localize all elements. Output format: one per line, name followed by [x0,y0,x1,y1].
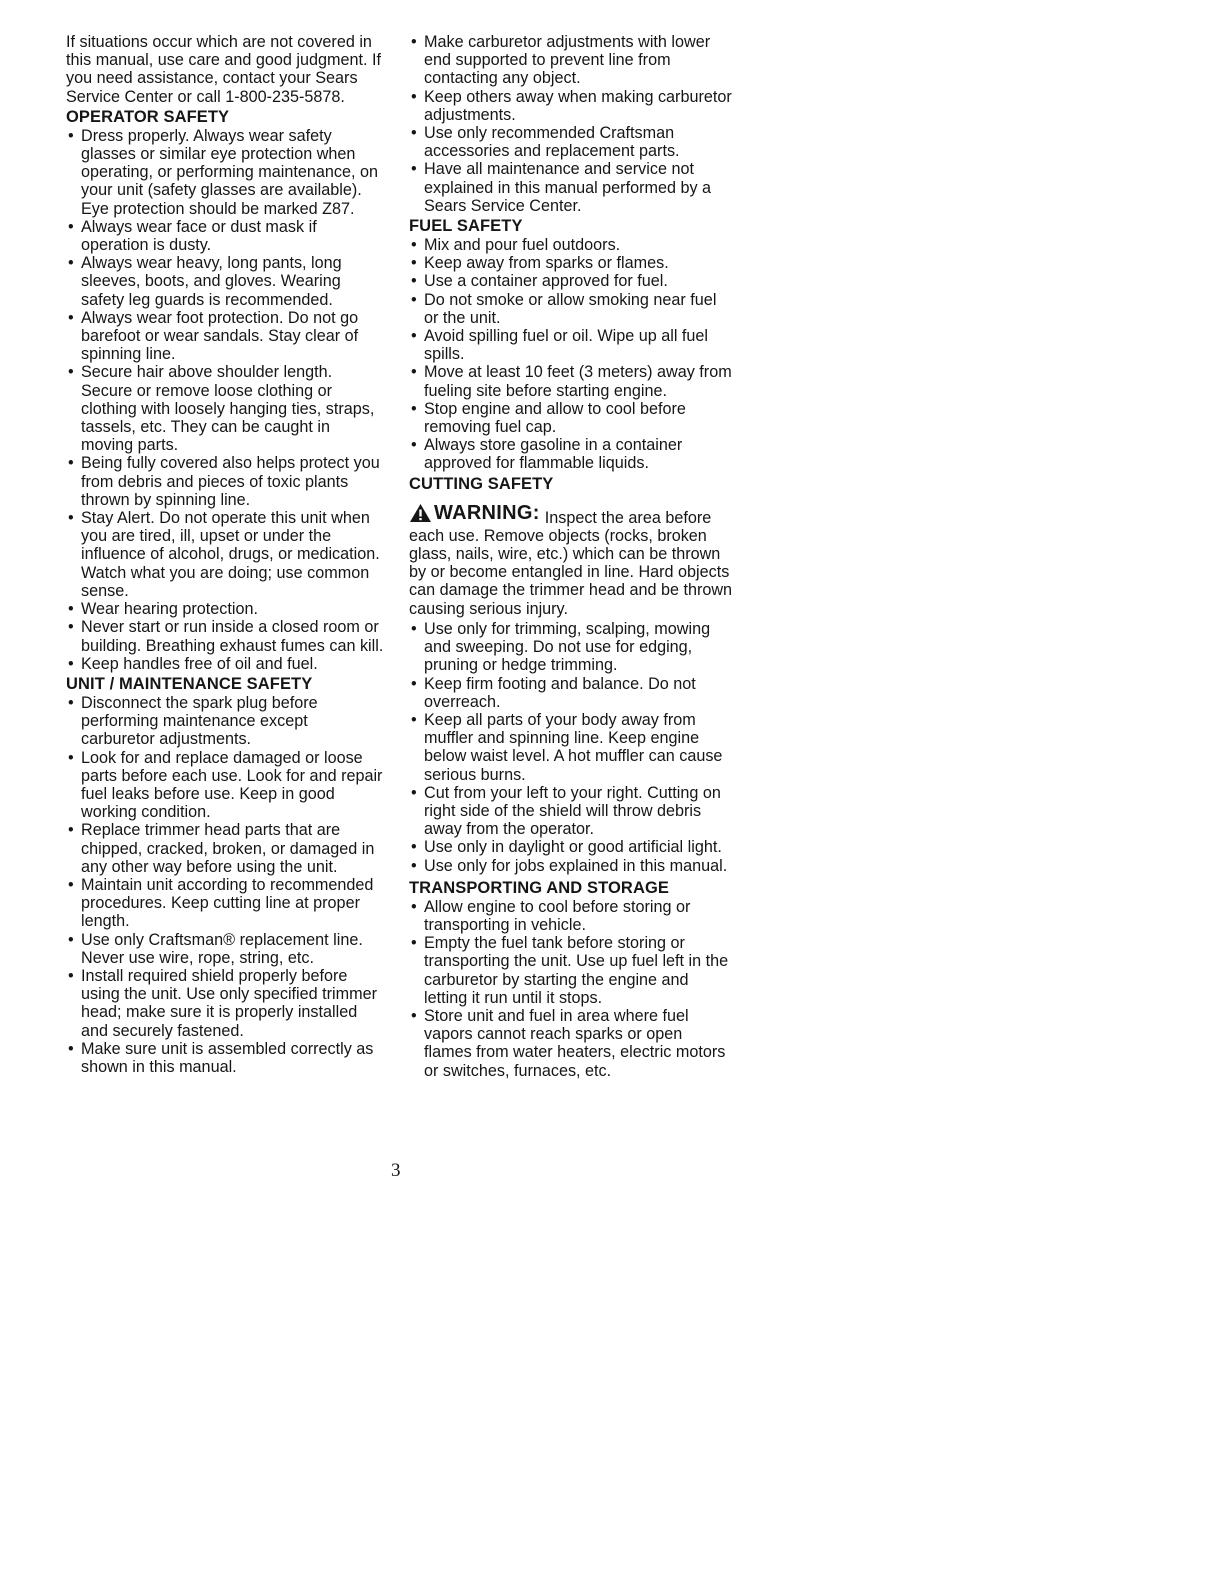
list-item: • Use a container approved for fuel. [411,272,668,291]
fuel-safety-list [409,236,734,473]
warning-label: WARNING: [434,501,540,524]
list-item: • Keep firm footing and balance. Do not overreach. [411,674,696,711]
list-item: • Keep away from sparks or flames. [411,254,669,273]
warning-text: Inspect the area before each use. Remove objects (rocks, broken glass, nails, wire, etc.) which can be thrown by or become entangled in line. Hard objects can damage the trimmer head and be thrown causing serious injury. [409,508,733,618]
list-item: • Always wear heavy, long pants, long sleeves, boots, and gloves. Wearing safety leg guards is recommended. [68,254,342,309]
maintenance-safety-heading: UNIT / MAINTENANCE SAFETY [66,674,313,693]
maintenance-safety-list [66,694,384,1076]
cutting-safety-list [409,620,734,875]
left-column [66,33,384,1076]
operator-safety-list [66,127,384,673]
fuel-safety-heading: FUEL SAFETY [409,217,523,236]
list-item: • Move at least 10 feet (3 meters) away from fueling site before starting engine. [411,363,732,400]
list-item: • Use only for trimming, scalping, mowing and sweeping. Do not use for edging, pruning or hedge trimming. [411,619,711,675]
list-item: • Disconnect the spark plug before performing maintenance except carburetor adjustments. [68,693,318,749]
list-item: • Keep all parts of your body away from muffler and spinning line. Keep engine below waist level. A hot muffler can cause serious burns. [411,710,723,784]
list-item: • Always wear face or dust mask if operation is dusty. [68,217,317,255]
list-item: • Make sure unit is assembled correctly as shown in this manual. [68,1039,374,1076]
list-item: • Maintain unit according to recommended procedures. Keep cutting line at proper length. [68,875,374,931]
list-item: • Do not smoke or allow smoking near fuel or the unit. [411,290,717,327]
operator-safety-heading: OPERATOR SAFETY [66,107,230,126]
list-item: • Being fully covered also helps protect you from debris and pieces of toxic plants thrown by spinning line. [68,454,380,509]
carburetor-continued-list [409,33,734,215]
list-item: • Allow engine to cool before storing or transporting in vehicle. [411,897,691,934]
list-item: • Keep handles free of oil and fuel. [68,654,318,673]
list-item: • Use only for jobs explained in this manual. [411,856,728,875]
list-item: • Use only recommended Craftsman accessories and replacement parts. [411,124,680,161]
page-number: 3 [391,1160,401,1181]
list-item: • Secure hair above shoulder length. Secure or remove loose clothing or clothing with loosely hanging ties, straps, tassels, etc. They can be caught in moving parts. [68,363,375,455]
list-item: • Dress properly. Always wear safety glasses or similar eye protection when operating, or performing maintenance, on your unit (safety glasses are available). Eye protection should be marked Z87. [68,126,378,218]
warning-head [409,503,545,523]
list-item: • Use only Craftsman® replacement line. Never use wire, rope, string, etc. [68,930,363,967]
warning-triangle-icon [409,503,432,523]
list-item: • Look for and replace damaged or loose parts before each use. Look for and repair fuel leaks before use. Keep in good working condition. [68,748,383,822]
list-item: • Never start or run inside a closed room or building. Breathing exhaust fumes can kill. [68,618,384,655]
transport-storage-heading: TRANSPORTING AND STORAGE [409,878,669,897]
right-column [409,33,734,1080]
list-item: • Install required shield properly before using the unit. Use only specified trimmer head; make sure it is properly installed and securely fastened. [68,966,377,1040]
list-item: • Stop engine and allow to cool before removing fuel cap. [411,399,686,437]
list-item: • Mix and pour fuel outdoors. [411,236,621,255]
list-item: • Make carburetor adjustments with lower end supported to prevent line from contacting any object. [411,33,711,88]
list-item: • Store unit and fuel in area where fuel vapors cannot reach sparks or open flames from water heaters, electric motors or switches, furnaces, etc. [411,1006,726,1080]
list-item: • Empty the fuel tank before storing or transporting the unit. Use up fuel left in the carburetor by starting the engine and letting it run until it stops. [411,934,729,1007]
list-item: • Replace trimmer head parts that are chipped, cracked, broken, or damaged in any other way before using the unit. [68,821,375,876]
list-item: • Use only in daylight or good artificial light. [411,838,722,857]
list-item: • Have all maintenance and service not explained in this manual performed by a Sears Service Center. [411,160,712,215]
list-item: • Keep others away when making carburetor adjustments. [411,87,732,124]
transport-storage-list [409,898,734,1080]
list-item: • Stay Alert. Do not operate this unit when you are tired, ill, upset or under the influence of alcohol, drugs, or medication. Watch what you are doing; use common sense. [68,509,380,600]
list-item: • Always store gasoline in a container approved for flammable liquids. [411,436,683,473]
list-item: • Cut from your left to your right. Cutting on right side of the shield will throw debris away from the operator. [411,783,721,839]
cutting-safety-heading: CUTTING SAFETY [409,474,554,493]
warning-paragraph [409,503,734,618]
list-item: • Always wear foot protection. Do not go barefoot or wear sandals. Stay clear of spinning line. [68,308,359,364]
list-item: • Avoid spilling fuel or oil. Wipe up all fuel spills. [411,327,709,364]
list-item: • Wear hearing protection. [68,600,258,619]
intro-paragraph: If situations occur which are not covered in this manual, use care and good judgment. If you need assistance, contact your Sears Service Center or call 1-800-235-5878. [66,33,381,106]
